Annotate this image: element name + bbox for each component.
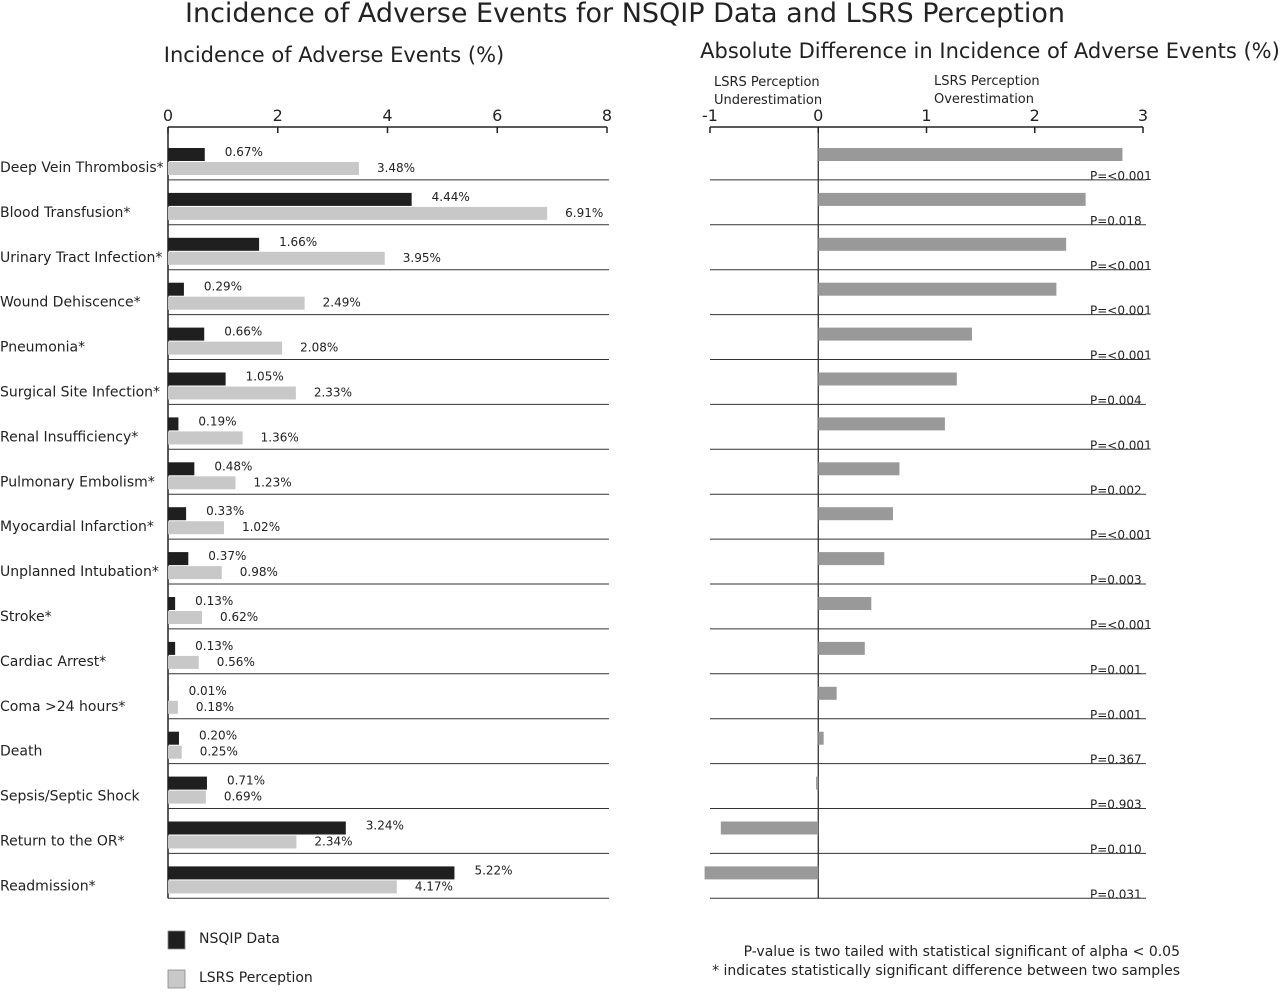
category-label: Blood Transfusion* bbox=[0, 204, 131, 221]
lsrs-value-label: 3.95% bbox=[402, 250, 441, 265]
right-panel-plot bbox=[702, 74, 1152, 901]
difference-bar bbox=[818, 552, 884, 565]
lsrs-value-label: 1.23% bbox=[253, 475, 292, 490]
nsqip-bar bbox=[168, 687, 169, 700]
legend bbox=[168, 931, 313, 988]
left-x-tick-label: 4 bbox=[382, 106, 393, 125]
lsrs-value-label: 1.02% bbox=[241, 520, 281, 535]
category-label: Renal Insufficiency* bbox=[0, 429, 139, 446]
lsrs-value-label: 0.25% bbox=[199, 744, 238, 759]
nsqip-value-label: 0.29% bbox=[203, 279, 243, 294]
footnote-pvalue: P-value is two tailed with statistical significant of alpha < 0.05 bbox=[743, 944, 1180, 960]
lsrs-bar bbox=[168, 162, 359, 175]
lsrs-value-label: 0.56% bbox=[216, 654, 255, 669]
category-label: Urinary Tract Infection* bbox=[0, 249, 163, 266]
p-value-label: P=0.903 bbox=[1090, 797, 1142, 812]
lsrs-value-label: 0.62% bbox=[220, 610, 259, 624]
nsqip-bar bbox=[168, 417, 178, 430]
category-label: Stroke* bbox=[0, 609, 52, 625]
nsqip-value-label: 0.67% bbox=[224, 145, 263, 159]
chart-title: Incidence of Adverse Events for NSQIP Data and LSRS Perception bbox=[185, 0, 1065, 29]
category-label: Death bbox=[0, 743, 43, 760]
nsqip-bar bbox=[168, 328, 204, 341]
legend-swatch-nsqip bbox=[168, 931, 185, 949]
p-value-label: P=<0.001 bbox=[1090, 528, 1152, 543]
lsrs-value-label: 0.69% bbox=[223, 789, 262, 804]
p-value-label: P=<0.001 bbox=[1090, 258, 1152, 273]
lsrs-value-label: 1.36% bbox=[260, 430, 299, 445]
lsrs-bar bbox=[168, 701, 178, 714]
underestimation-annotation-line2: Underestimation bbox=[714, 93, 823, 108]
footnote-significance: * indicates statistically significant difference between two samples bbox=[712, 963, 1180, 979]
p-value-label: P=0.002 bbox=[1090, 483, 1142, 498]
nsqip-bar bbox=[168, 462, 194, 475]
p-value-label: P=<0.001 bbox=[1090, 169, 1152, 183]
nsqip-value-label: 0.37% bbox=[208, 549, 247, 564]
category-label: Surgical Site Infection* bbox=[0, 384, 161, 401]
left-x-tick-label: 0 bbox=[162, 106, 174, 125]
lsrs-bar bbox=[168, 207, 547, 220]
legend-label-nsqip: NSQIP Data bbox=[199, 931, 280, 947]
category-label: Sepsis/Septic Shock bbox=[0, 788, 140, 805]
left-x-tick-label: 6 bbox=[492, 106, 503, 125]
nsqip-value-label: 0.01% bbox=[188, 683, 227, 698]
difference-bar bbox=[818, 373, 957, 386]
lsrs-bar bbox=[168, 342, 282, 355]
legend-label-lsrs: LSRS Perception bbox=[199, 970, 313, 986]
lsrs-value-label: 4.17% bbox=[414, 879, 453, 894]
nsqip-value-label: 0.71% bbox=[226, 773, 266, 788]
nsqip-bar bbox=[168, 373, 226, 386]
nsqip-bar bbox=[168, 283, 184, 296]
p-value-label: P=0.010 bbox=[1090, 842, 1142, 857]
difference-bar bbox=[721, 822, 818, 835]
nsqip-value-label: 0.48% bbox=[214, 459, 253, 474]
category-label: Deep Vein Thrombosis* bbox=[0, 160, 164, 176]
lsrs-value-label: 0.98% bbox=[239, 565, 278, 580]
category-label: Cardiac Arrest* bbox=[0, 653, 107, 670]
category-label: Pulmonary Embolism* bbox=[0, 474, 155, 491]
nsqip-value-label: 4.44% bbox=[431, 189, 470, 204]
category-label: Unplanned Intubation* bbox=[0, 564, 159, 581]
lsrs-value-label: 2.49% bbox=[322, 295, 361, 310]
category-label: Readmission* bbox=[0, 878, 96, 895]
nsqip-value-label: 0.13% bbox=[195, 594, 234, 608]
left-x-tick-label: 8 bbox=[601, 106, 613, 125]
nsqip-bar bbox=[168, 822, 346, 835]
lsrs-value-label: 2.34% bbox=[314, 834, 353, 849]
lsrs-bar bbox=[168, 746, 182, 759]
lsrs-value-label: 2.33% bbox=[313, 385, 352, 400]
lsrs-bar bbox=[168, 791, 206, 804]
category-label: Coma >24 hours* bbox=[0, 698, 126, 715]
right-panel-title: Absolute Difference in Incidence of Adverse Events (%) bbox=[700, 39, 1280, 63]
nsqip-bar bbox=[168, 732, 179, 745]
difference-bar bbox=[818, 597, 871, 610]
nsqip-bar bbox=[168, 148, 205, 161]
category-label: Wound Dehiscence* bbox=[0, 294, 141, 311]
p-value-label: P=0.004 bbox=[1090, 393, 1142, 408]
lsrs-bar bbox=[168, 611, 202, 624]
nsqip-value-label: 0.19% bbox=[198, 414, 237, 429]
p-value-label: P=0.018 bbox=[1090, 213, 1142, 228]
difference-bar bbox=[818, 238, 1066, 251]
nsqip-value-label: 0.33% bbox=[206, 504, 245, 519]
difference-bar bbox=[816, 777, 818, 790]
difference-bar bbox=[818, 732, 823, 745]
right-x-tick-label: 2 bbox=[1029, 106, 1040, 125]
lsrs-bar bbox=[168, 297, 305, 310]
difference-bar bbox=[705, 866, 819, 879]
nsqip-value-label: 0.66% bbox=[224, 324, 263, 339]
lsrs-bar bbox=[168, 566, 222, 579]
left-x-tick-label: 2 bbox=[272, 106, 283, 125]
lsrs-value-label: 3.48% bbox=[376, 161, 416, 175]
legend-swatch-lsrs bbox=[168, 970, 185, 988]
right-x-tick-label: 3 bbox=[1137, 106, 1149, 125]
nsqip-value-label: 5.22% bbox=[474, 863, 513, 878]
p-value-label: P=<0.001 bbox=[1090, 348, 1152, 363]
p-value-label: P=0.367 bbox=[1090, 752, 1142, 767]
right-x-tick-label: 1 bbox=[921, 106, 932, 125]
lsrs-bar bbox=[168, 431, 243, 444]
overestimation-annotation-line2: Overestimation bbox=[934, 92, 1034, 107]
lsrs-bar bbox=[168, 521, 224, 534]
right-x-tick-label: 0 bbox=[813, 106, 824, 125]
nsqip-bar bbox=[168, 777, 207, 790]
category-label: Pneumonia* bbox=[0, 339, 86, 356]
difference-bar bbox=[818, 462, 899, 475]
underestimation-annotation-line1: LSRS Perception bbox=[714, 75, 820, 90]
lsrs-bar bbox=[168, 880, 397, 893]
nsqip-bar bbox=[168, 193, 412, 206]
nsqip-bar bbox=[168, 238, 259, 251]
nsqip-bar bbox=[168, 507, 186, 520]
right-x-tick-label: -1 bbox=[702, 106, 718, 125]
lsrs-bar bbox=[168, 476, 235, 489]
lsrs-value-label: 2.08% bbox=[300, 340, 339, 355]
difference-bar bbox=[818, 148, 1122, 161]
lsrs-value-label: 0.18% bbox=[195, 699, 235, 714]
left-panel-plot bbox=[0, 106, 612, 898]
p-value-label: P=0.001 bbox=[1090, 707, 1142, 722]
lsrs-bar bbox=[168, 252, 385, 265]
p-value-label: P=0.031 bbox=[1090, 887, 1142, 902]
lsrs-bar bbox=[168, 387, 296, 400]
nsqip-value-label: 1.66% bbox=[279, 234, 318, 249]
difference-bar bbox=[818, 417, 945, 430]
lsrs-bar bbox=[168, 656, 199, 669]
nsqip-value-label: 0.20% bbox=[198, 728, 238, 743]
p-value-label: P=<0.001 bbox=[1090, 618, 1152, 632]
difference-bar bbox=[818, 193, 1085, 206]
difference-bar bbox=[818, 642, 865, 655]
nsqip-bar bbox=[168, 866, 454, 879]
nsqip-value-label: 0.13% bbox=[195, 638, 234, 653]
category-label: Myocardial Infarction* bbox=[0, 519, 154, 536]
nsqip-value-label: 3.24% bbox=[365, 818, 404, 833]
p-value-label: P=<0.001 bbox=[1090, 438, 1152, 453]
lsrs-bar bbox=[168, 836, 296, 849]
p-value-label: P=<0.001 bbox=[1090, 303, 1152, 318]
lsrs-value-label: 6.91% bbox=[565, 205, 604, 220]
left-panel-title: Incidence of Adverse Events (%) bbox=[163, 43, 505, 67]
nsqip-value-label: 1.05% bbox=[245, 369, 284, 384]
nsqip-bar bbox=[168, 552, 188, 565]
p-value-label: P=0.003 bbox=[1090, 573, 1142, 588]
nsqip-bar bbox=[168, 597, 175, 610]
nsqip-bar bbox=[168, 642, 175, 655]
difference-bar bbox=[818, 507, 893, 520]
difference-bar bbox=[818, 283, 1056, 296]
difference-bar bbox=[818, 328, 972, 341]
overestimation-annotation-line1: LSRS Perception bbox=[934, 74, 1040, 89]
p-value-label: P=0.001 bbox=[1090, 662, 1142, 677]
category-label: Return to the OR* bbox=[0, 833, 125, 850]
difference-bar bbox=[818, 687, 836, 700]
